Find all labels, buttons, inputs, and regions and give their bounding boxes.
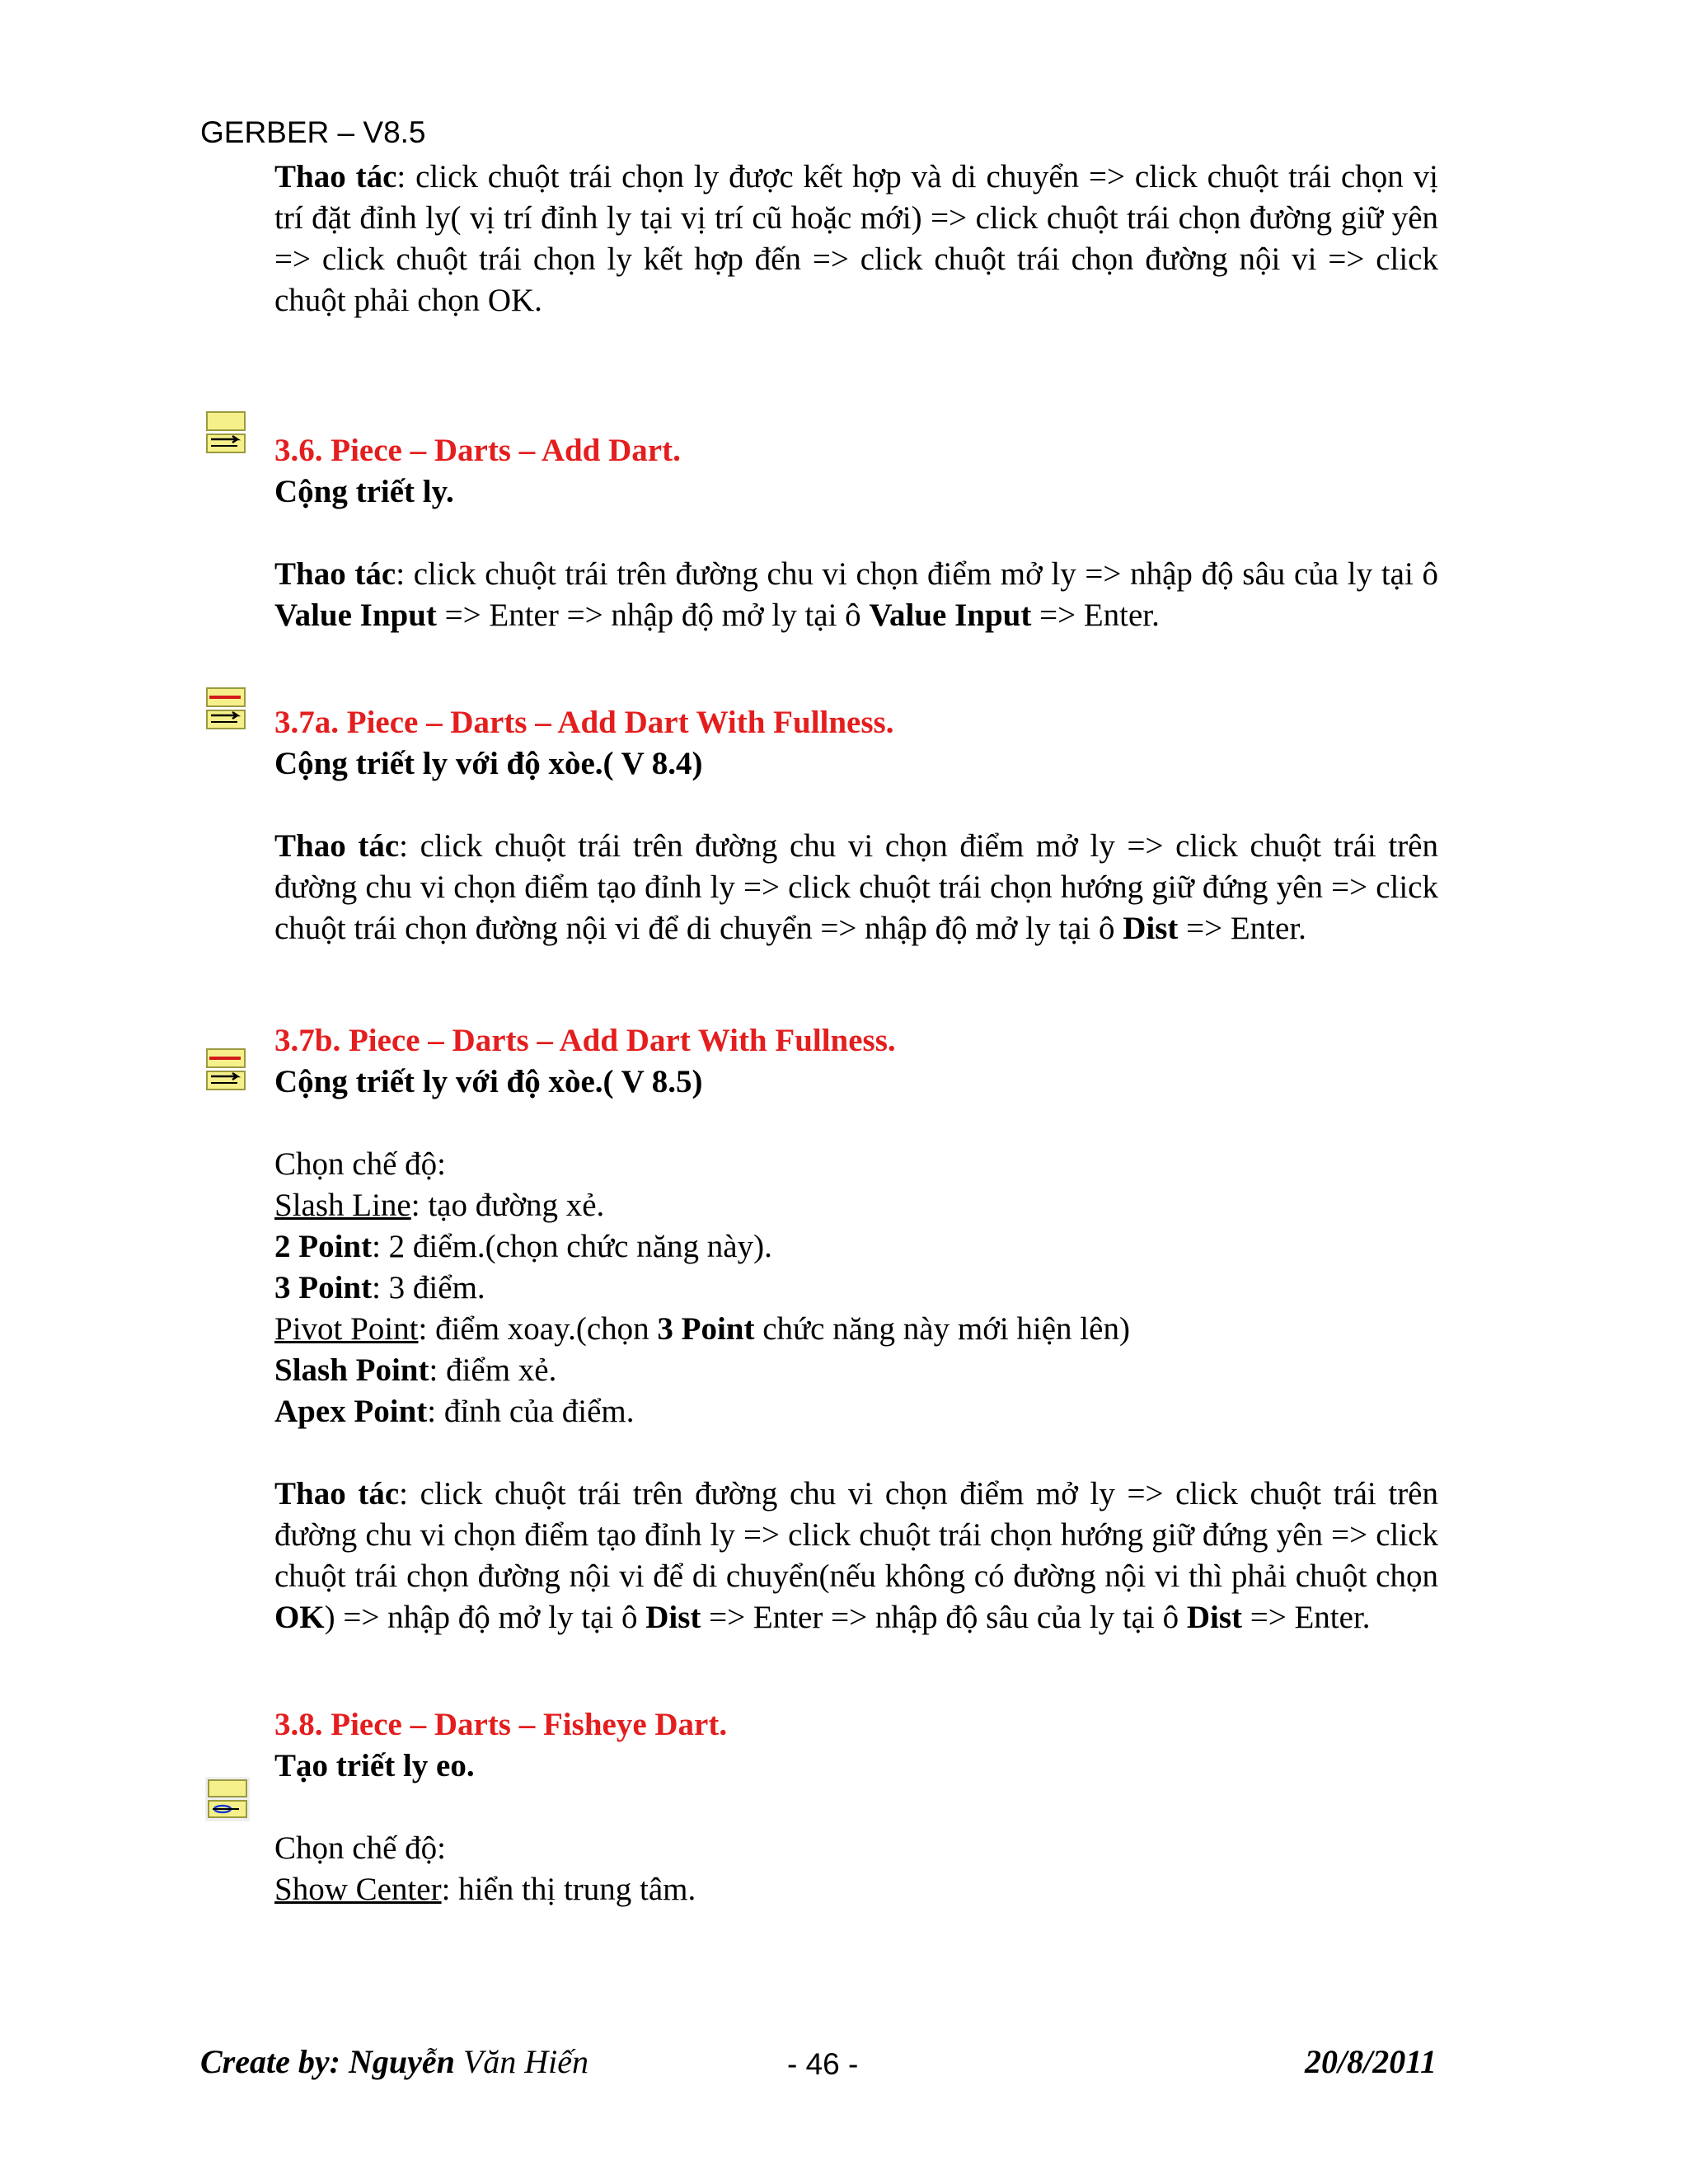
section-3-7a-heading: 3.7a. Piece – Darts – Add Dart With Fullness.: [274, 705, 894, 740]
op-text: => Enter => nhập độ mở ly tại ô: [436, 598, 870, 633]
op-label: Thao tác: [274, 556, 396, 592]
op-label: Thao tác: [274, 828, 400, 864]
page-content: [274, 157, 1438, 1910]
section-3-7b-operation: [274, 1474, 1438, 1638]
page-header: GERBER – V8.5: [200, 115, 426, 149]
option-label: Pivot Point: [274, 1311, 419, 1347]
three-point-option: [274, 1268, 1438, 1309]
footer-date: 20/8/2011: [1304, 2043, 1437, 2080]
option-ref: 3 Point: [657, 1311, 755, 1347]
fisheye-dart-icon: [204, 1776, 251, 1822]
option-label: Apex Point: [274, 1394, 428, 1429]
intro-text: : click chuột trái chọn ly được kết hợp và di chuyển => click chuột trái chọn vị trí đặt đỉnh ly( vị trí đỉnh ly tại vị trí cũ hoặc mới) => click chuột trái chọn đường giữ yên => click chuột trái chọn ly kết hợp đến => click chuột trái chọn đường nội vi => click chuột phải chọn OK.: [274, 159, 1439, 318]
mode-title: Chọn chế độ:: [274, 1830, 446, 1866]
add-dart-icon: [204, 410, 251, 456]
op-field: OK: [274, 1600, 325, 1635]
section-3-7a-subtitle: Cộng triết ly với độ xòe.( V 8.4): [274, 746, 703, 781]
op-text: : click chuột trái trên đường chu vi chọn điểm mở ly => nhập độ sâu của ly tại ô: [396, 556, 1439, 592]
pivot-point-option: [274, 1309, 1438, 1350]
option-label: Show Center: [274, 1872, 442, 1907]
option-label: Slash Point: [274, 1352, 429, 1388]
mode-title: Chọn chế độ:: [274, 1146, 446, 1182]
op-field: Dist: [1123, 911, 1179, 946]
option-label: Slash Line: [274, 1188, 411, 1223]
section-3-6-operation: [274, 554, 1438, 636]
two-point-option: [274, 1226, 1438, 1268]
op-text: => Enter.: [1178, 911, 1306, 946]
op-text: => Enter => nhập độ sâu của ly tại ô: [701, 1600, 1187, 1635]
slash-point-option: [274, 1350, 1438, 1391]
footer-create-label: Create by: Nguyễn: [200, 2043, 455, 2080]
op-label: Thao tác: [274, 1476, 400, 1511]
footer-author-name: Văn Hiến: [454, 2043, 589, 2080]
intro-label: Thao tác: [274, 159, 397, 194]
option-text: : đỉnh của điểm.: [427, 1394, 635, 1429]
section-3-8-subtitle: Tạo triết ly eo.: [274, 1748, 475, 1783]
option-text: : hiển thị trung tâm.: [441, 1872, 696, 1907]
op-field: Dist: [1186, 1600, 1242, 1635]
op-field: Dist: [645, 1600, 701, 1635]
op-field: Value Input: [869, 598, 1032, 633]
section-3-7b-subtitle: Cộng triết ly với độ xòe.( V 8.5): [274, 1064, 703, 1099]
option-text: : 3 điểm.: [372, 1270, 485, 1305]
intro-paragraph: [274, 157, 1438, 321]
section-3-6-heading: 3.6. Piece – Darts – Add Dart.: [274, 433, 681, 468]
option-label: 2 Point: [274, 1229, 373, 1264]
op-text: => Enter.: [1031, 598, 1160, 633]
option-text: : điểm xoay.(chọn: [418, 1311, 658, 1347]
section-3-7a-operation: [274, 826, 1438, 949]
option-text: chức năng này mới hiện lên): [754, 1311, 1130, 1347]
option-text: : tạo đường xẻ.: [410, 1188, 605, 1223]
section-3-7b-heading: 3.7b. Piece – Darts – Add Dart With Fullness.: [274, 1023, 896, 1058]
op-text: : click chuột trái trên đường chu vi chọn điểm mở ly => click chuột trái trên đường chu vi chọn điểm tạo đỉnh ly => click chuột trái chọn hướng giữ đứng yên => click chuột trái chọn đường nội vi để di chuyển(nếu không có đường nội vi thì phải chuột chọn: [274, 1476, 1438, 1594]
op-text: => Enter.: [1242, 1600, 1371, 1635]
option-text: : 2 điểm.(chọn chức năng này).: [372, 1229, 772, 1264]
op-field: Value Input: [274, 598, 437, 633]
add-dart-fullness-icon: [204, 686, 251, 732]
section-3-8-heading: 3.8. Piece – Darts – Fisheye Dart.: [274, 1707, 728, 1742]
page-number: - 46 -: [787, 2047, 859, 2081]
option-text: : điểm xẻ.: [429, 1352, 557, 1388]
add-dart-fullness-v85-icon: [204, 1047, 251, 1093]
option-label: 3 Point: [274, 1270, 373, 1305]
section-3-6-subtitle: Cộng triết ly.: [274, 474, 454, 509]
op-text: : click chuột trái trên đường chu vi chọn điểm mở ly => click chuột trái trên đường chu vi chọn điểm tạo đỉnh ly => click chuột trái chọn hướng giữ đứng yên => click chuột trái chọn đường nội vi để di chuyển => nhập độ mở ly tại ô: [274, 828, 1438, 946]
footer-author: [200, 2042, 588, 2081]
show-center-option: [274, 1869, 1438, 1910]
apex-point-option: [274, 1391, 1438, 1432]
op-text: ) => nhập độ mở ly tại ô: [324, 1600, 646, 1635]
slash-line-option: [274, 1185, 1438, 1226]
